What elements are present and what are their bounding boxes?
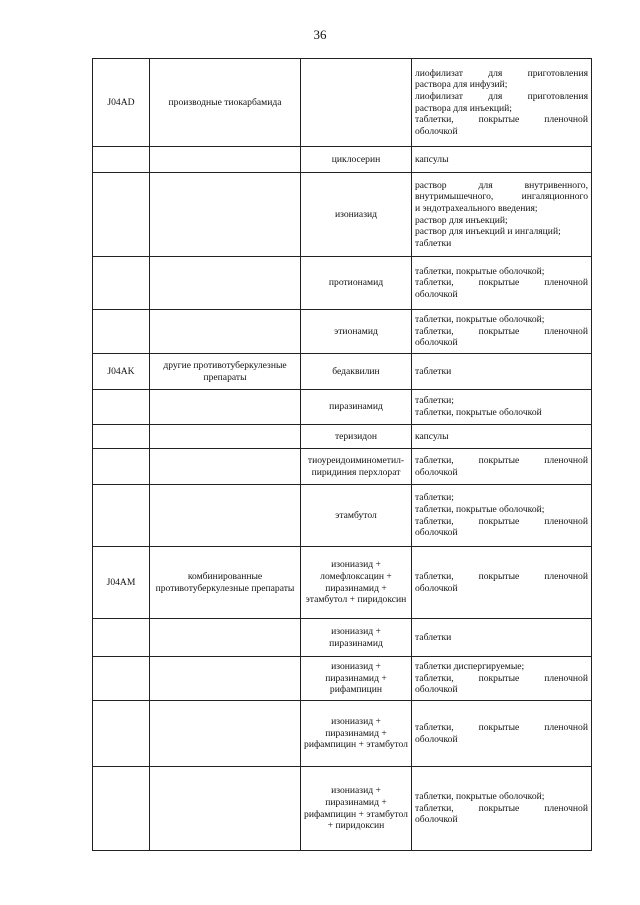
dosage-form-cell (412, 257, 592, 310)
anatomical-group-cell: комбинированные противотуберкулезные препараты (150, 547, 301, 619)
table-row (93, 767, 592, 851)
dosage-form-line: таблетки, покрытые пленочной (415, 721, 588, 733)
table-row (93, 657, 592, 701)
anatomical-group-cell (150, 485, 301, 547)
dosage-form-line: раствора для инфузий; (415, 79, 508, 91)
dosage-form-line: таблетки, покрытые оболочкой; (415, 314, 545, 326)
dosage-form-line: таблетки, покрытые оболочкой; (415, 791, 545, 803)
atc-code-cell (93, 173, 150, 257)
drug-name-cell: изониазид (301, 173, 412, 257)
anatomical-group-cell (150, 257, 301, 310)
dosage-form-line: оболочкой (415, 288, 458, 300)
table-row (93, 147, 592, 173)
drug-name-cell: пиразинамид (301, 390, 412, 425)
dosage-form-line: таблетки, покрытые пленочной (415, 114, 588, 126)
dosage-form-line: оболочкой (415, 337, 458, 349)
dosage-form-line: раствора для инъекций; (415, 102, 512, 114)
anatomical-group-cell (150, 449, 301, 485)
dosage-form-line: таблетки; (415, 492, 454, 504)
table-row (93, 449, 592, 485)
dosage-form-cell (412, 59, 592, 147)
dosage-form-line: таблетки (415, 365, 452, 377)
dosage-form-line: оболочкой (415, 582, 458, 594)
atc-code-cell: J04AM (93, 547, 150, 619)
dosage-form-line: оболочкой (415, 125, 458, 137)
anatomical-group-cell (150, 701, 301, 767)
atc-code-cell: J04AK (93, 354, 150, 390)
dosage-form-cell (412, 619, 592, 657)
page-number: 36 (313, 27, 327, 42)
dosage-form-line: оболочкой (415, 527, 458, 539)
atc-code-cell (93, 147, 150, 173)
dosage-form-cell (412, 173, 592, 257)
drug-name-cell: этионамид (301, 310, 412, 354)
dosage-form-line: оболочкой (415, 684, 458, 696)
table-row (93, 547, 592, 619)
dosage-form-line: таблетки; (415, 395, 454, 407)
anatomical-group-cell (150, 147, 301, 173)
dosage-form-line: таблетки (415, 631, 452, 643)
dosage-form-line: раствор для инъекций; (415, 214, 508, 226)
dosage-form-line: таблетки, покрытые оболочкой; (415, 503, 545, 515)
dosage-form-line: таблетки, покрытые пленочной (415, 570, 588, 582)
dosage-form-line: таблетки, покрытые пленочной (415, 672, 588, 684)
dosage-form-line: лиофилизат для приготовления (415, 67, 588, 79)
drug-name-cell: теризидон (301, 425, 412, 449)
table-row (93, 59, 592, 147)
dosage-form-cell (412, 354, 592, 390)
drug-name-cell (301, 59, 412, 147)
dosage-form-line: таблетки (415, 237, 452, 249)
anatomical-group-cell: другие противотуберкулезные препараты (150, 354, 301, 390)
table-row (93, 310, 592, 354)
table-row (93, 425, 592, 449)
drug-name-cell: этамбутол (301, 485, 412, 547)
table-row (93, 354, 592, 390)
atc-code-cell (93, 619, 150, 657)
dosage-form-line: таблетки, покрытые оболочкой (415, 407, 542, 418)
dosage-form-line: таблетки, покрытые пленочной (415, 277, 588, 289)
dosage-form-line: капсулы (415, 430, 449, 442)
anatomical-group-cell (150, 767, 301, 851)
dosage-form-cell (412, 147, 592, 173)
dosage-form-cell (412, 310, 592, 354)
drug-name-cell: изониазид + пиразинамид (301, 619, 412, 657)
atc-code-cell (93, 257, 150, 310)
dosage-form-line: капсулы (415, 153, 449, 165)
dosage-form-cell (412, 425, 592, 449)
atc-code-cell (93, 485, 150, 547)
drug-name-cell: протионамид (301, 257, 412, 310)
atc-code-cell (93, 701, 150, 767)
drug-name-cell: изониазид + пиразинамид + рифампицин + этамбутол + пиридоксин (301, 767, 412, 851)
dosage-form-line: таблетки, покрытые пленочной (415, 454, 588, 466)
dosage-form-line: лиофилизат для приготовления (415, 90, 588, 102)
drug-table (92, 58, 592, 851)
atc-code-cell (93, 449, 150, 485)
drug-table-body (93, 59, 592, 851)
anatomical-group-cell (150, 657, 301, 701)
dosage-form-line: таблетки, покрытые пленочной (415, 802, 588, 814)
dosage-form-line: оболочкой (415, 466, 458, 478)
dosage-form-line: раствор для внутривенного, (415, 179, 588, 191)
dosage-form-line: таблетки, покрытые пленочной (415, 325, 588, 337)
dosage-form-line: оболочкой (415, 814, 458, 826)
dosage-form-line: и эндотрахеального введения; (415, 202, 538, 214)
dosage-form-cell (412, 485, 592, 547)
atc-code-cell (93, 767, 150, 851)
table-row (93, 390, 592, 425)
drug-name-cell: изониазид + пиразинамид + рифампицин + этамбутол (301, 701, 412, 767)
dosage-form-line: таблетки, покрытые оболочкой; (415, 265, 545, 277)
atc-code-cell (93, 310, 150, 354)
drug-name-cell: бедаквилин (301, 354, 412, 390)
dosage-form-cell (412, 449, 592, 485)
dosage-form-cell (412, 701, 592, 767)
anatomical-group-cell (150, 425, 301, 449)
dosage-form-line: раствор для инъекций и ингаляций; (415, 226, 561, 238)
dosage-form-cell (412, 390, 592, 425)
table-row (93, 619, 592, 657)
anatomical-group-cell (150, 619, 301, 657)
dosage-form-line: внутримышечного, ингаляционного (415, 191, 588, 203)
drug-name-cell: тиоуреидоиминометилпиридиния перхлорат (301, 449, 412, 485)
atc-code-cell (93, 657, 150, 701)
atc-code-cell (93, 425, 150, 449)
atc-code-cell: J04AD (93, 59, 150, 147)
dosage-form-line: таблетки, покрытые пленочной (415, 515, 588, 527)
anatomical-group-cell (150, 310, 301, 354)
drug-name-cell: циклосерин (301, 147, 412, 173)
table-row (93, 257, 592, 310)
dosage-form-cell (412, 657, 592, 701)
anatomical-group-cell: производные тиокарбамида (150, 59, 301, 147)
drug-name-cell: изониазид + ломефлоксацин + пиразинамид + этамбутол + пиридоксин (301, 547, 412, 619)
table-row (93, 701, 592, 767)
drug-name-cell: изониазид + пиразинамид + рифампицин (301, 657, 412, 701)
dosage-form-cell (412, 547, 592, 619)
anatomical-group-cell (150, 390, 301, 425)
table-row (93, 173, 592, 257)
anatomical-group-cell (150, 173, 301, 257)
table-row (93, 485, 592, 547)
dosage-form-line: оболочкой (415, 733, 458, 745)
atc-code-cell (93, 390, 150, 425)
dosage-form-line: таблетки диспергируемые; (415, 661, 525, 673)
dosage-form-cell (412, 767, 592, 851)
